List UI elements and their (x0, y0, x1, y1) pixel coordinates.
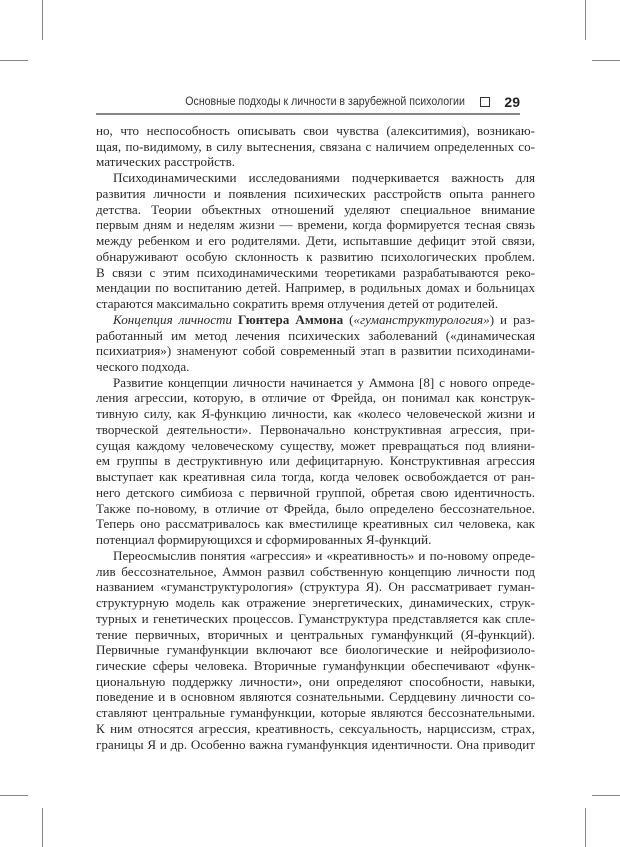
text-line: между ребенком и его родителями. Дети, испытавшие дефицит этой связи, (96, 233, 535, 249)
text-line: Переосмыслив понятия «агрессия» и «креативность» и по-новому опреде- (113, 547, 535, 563)
text-line: циональную поддержку личности», они определяют способности, навыки, (96, 673, 535, 689)
text-line: работанный им метод лечения психических заболеваний («динамическая (96, 327, 535, 343)
text-segment: ( (343, 311, 354, 327)
text-line: Психодинамическими исследованиями подчеркивается важность для (113, 170, 535, 186)
text-line: границы Я и др. Особенно важна гуманфункция идентичности. Она приводит (96, 736, 535, 752)
text-line: сущая каждому человеческому существу, может превращаться под влияни- (96, 437, 535, 453)
text-line (96, 312, 535, 328)
text-line: выступает как креативная сила тогда, когда человек освобождается от ран- (96, 469, 535, 485)
text-line: ческого подхода. (96, 359, 190, 375)
text-line: ставляют центральные гуманфункции, которые являются бессознательными. (96, 705, 535, 721)
crop-mark (585, 808, 586, 847)
crop-mark (592, 60, 620, 61)
text-line: обнаруживают особую склонность к развитию психологических проблем. (96, 248, 535, 264)
text-line: ления агрессии, которую, в отличие от Фрейда, он понимал как конструк- (96, 390, 535, 406)
running-header-title: Основные подходы к личности в зарубежной психологии (184, 96, 465, 108)
text-line: турных и генетических процессов. Гуманструктура представляется как спле- (96, 610, 535, 626)
text-line: структурную модель как отражение энергетических, динамических, струк- (96, 595, 535, 611)
text-line: лив бессознательное, Аммон развил собственную концепцию личности под (96, 563, 535, 579)
crop-mark (585, 0, 586, 40)
text-line: названием «гуманструктурология» (структура Я). Он рассматривает гуман- (96, 579, 535, 595)
text-line: Также по-новому, в отличие от Фрейда, было определено бессознательное. (96, 500, 535, 516)
text-line: гические сферы человека. Вторичные гуманфункции обеспечивают «функ- (96, 657, 535, 673)
text-line: щая, по-видимому, в силу вытеснения, связана с наличием определенных со- (96, 138, 535, 154)
crop-mark (592, 795, 620, 796)
crop-mark (42, 808, 43, 847)
text-segment: Гюнтера Аммона (238, 311, 344, 327)
page-number: 29 (504, 94, 520, 110)
text-segment: ) и раз- (489, 311, 535, 327)
crop-mark (0, 795, 28, 796)
text-segment: Концепция личности (113, 311, 233, 327)
text-line: ем группы в деструктивную или дефицитарную. Конструктивная агрессия (96, 453, 535, 469)
text-line: психиатрия») знаменуют собой современный этап в развитии психодинами- (96, 343, 535, 359)
text-line: В связи с этим психодинамическими теоретиками разрабатываются реко- (96, 264, 535, 280)
text-line: детства. Теории объектных отношений уделяют специальное внимание (96, 201, 535, 217)
text-line: Развитие концепции личности начинается у Аммона [8] с нового опреде- (113, 374, 535, 390)
running-header (96, 93, 520, 111)
square-bullet-icon (480, 97, 490, 107)
text-line: потенциал формирующихся и сформированных Я-функций. (96, 532, 432, 548)
text-segment: «гуманструктурология» (353, 311, 490, 327)
header-rule (96, 113, 520, 115)
text-line: но, что неспособность описывать свои чувства (алекситимия), возникаю- (96, 123, 535, 138)
text-line: поведение и в основном являются сознательными. Сердцевину личности со- (96, 689, 535, 705)
text-line: Первичные гуманфункции включают все биологические и нейрофизиоло- (96, 642, 535, 658)
text-line: Теперь оно рассматривалось как вместилище креативных сил человека, как (96, 516, 535, 532)
text-line: К ним относятся агрессия, креативность, сексуальность, нарциссизм, страх, (96, 720, 535, 736)
body-text (96, 123, 535, 752)
text-line: него детского симбиоза с первичной группой, обретая свою идентичность. (96, 484, 535, 500)
text-line: стараются максимально сократить время отлучения детей от родителей. (96, 296, 499, 312)
text-line: матических расстройств. (96, 154, 236, 170)
text-line: творческой деятельности». Первоначально конструктивная агрессия, при- (96, 421, 535, 437)
text-line: тивную силу, как Я-функцию личности, как «колесо человеческой жизни и (96, 406, 535, 422)
crop-mark (0, 60, 28, 61)
text-line: развития личности и появления психических расстройств опыта раннего (96, 185, 535, 201)
text-line: первым дням и неделям жизни — времени, когда формируется тесная связь (96, 217, 535, 233)
crop-mark (42, 0, 43, 40)
text-line: тение первичных, вторичных и центральных гуманфункций (Я-функций). (96, 626, 535, 642)
text-line: мендации по воспитанию детей. Например, в родильных домах и больницах (96, 280, 535, 296)
